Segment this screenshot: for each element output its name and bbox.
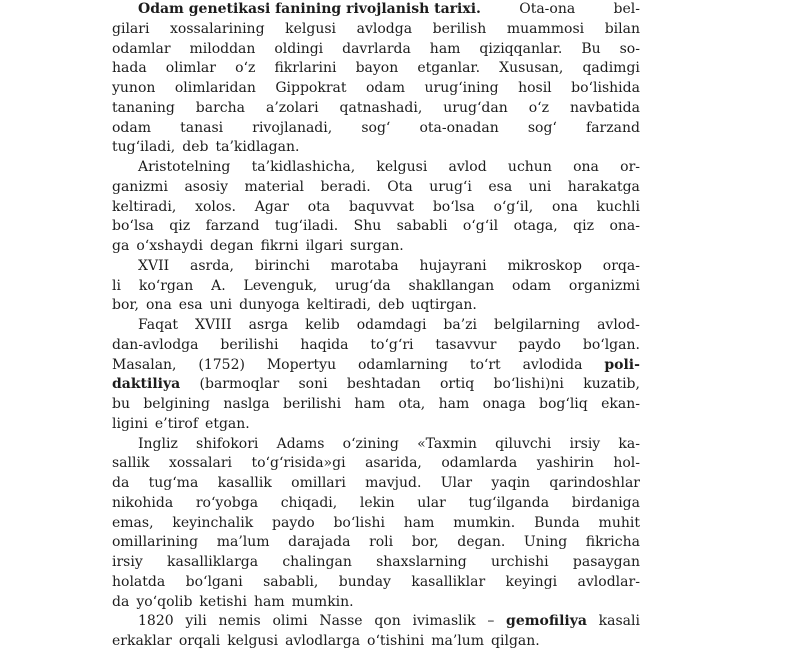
word: ota, — [398, 396, 426, 412]
word: bunday — [338, 573, 391, 590]
word: bor, — [411, 534, 439, 551]
word: onaga — [482, 396, 526, 412]
word: mikroskop — [507, 257, 582, 274]
word: hada — [112, 60, 147, 77]
word: esa — [178, 297, 203, 314]
word: ham — [253, 593, 285, 610]
word: sog‘ — [361, 119, 391, 136]
word: muammosi — [506, 20, 585, 37]
word: berilish — [432, 20, 487, 37]
word: degan. — [457, 534, 506, 551]
word: bilan — [604, 20, 640, 37]
word: omillari — [291, 475, 346, 491]
word: odam — [512, 277, 552, 294]
text-line — [112, 375, 640, 395]
word: qadimgi — [582, 60, 640, 77]
word: kasali — [598, 613, 640, 630]
word: tug‘ma — [148, 475, 199, 491]
word: yili — [185, 613, 207, 630]
word: etganlar. — [417, 60, 481, 77]
word: bo‘lishida — [571, 80, 640, 96]
word: belgining — [143, 396, 210, 412]
paragraph — [112, 257, 640, 316]
word: naslga — [223, 396, 270, 412]
word: asosiy — [184, 178, 228, 195]
word: to‘rt — [469, 356, 501, 373]
word: surgan. — [350, 238, 404, 254]
word: asrda, — [189, 257, 234, 274]
word: ham — [429, 40, 461, 57]
word: li — [112, 277, 121, 294]
word: Bu — [581, 40, 601, 57]
text-line — [112, 119, 640, 139]
word: Xususan, — [499, 60, 564, 77]
word: ta’kidlagan. — [215, 139, 300, 156]
word: o‘zining — [342, 435, 399, 452]
text-line — [112, 59, 640, 79]
word: to‘g‘risida»gi — [251, 455, 346, 472]
word: muhit — [598, 514, 640, 531]
word: yo‘qolib — [136, 593, 193, 610]
word: navbatida — [569, 99, 640, 116]
word: miloddan — [189, 40, 256, 57]
text-line — [112, 612, 640, 632]
word: Ota — [387, 178, 413, 195]
word: bo‘lishi — [333, 514, 385, 531]
word: urug‘dan — [443, 99, 508, 116]
word: qiz — [169, 218, 191, 235]
word: qiz — [573, 218, 594, 235]
word: uni — [209, 297, 233, 314]
word: odamlarning — [357, 356, 448, 373]
word: deb — [378, 297, 405, 314]
text-line — [112, 40, 640, 60]
text-line — [112, 20, 640, 40]
word: mumkin. — [291, 593, 354, 610]
word: qarindoshlar — [549, 475, 640, 491]
section-heading: Odam genetikasi fanining rivojlanish tarixi. — [138, 1, 481, 17]
word: o‘z — [528, 99, 549, 116]
text-line — [112, 454, 640, 474]
word: berilishi — [220, 336, 279, 353]
word: Aristotelning — [138, 159, 231, 175]
text-line — [112, 593, 640, 613]
word: irsiy — [112, 554, 143, 570]
word: kuchli — [596, 198, 640, 215]
word: XVII — [138, 257, 170, 274]
word: o‘tishini — [367, 633, 425, 649]
text-line — [112, 99, 640, 119]
word: ga — [112, 238, 130, 254]
word: 1820 — [138, 613, 174, 630]
word: uqtirgan. — [411, 297, 477, 314]
word: dunyoga — [239, 297, 300, 314]
word: bel- — [613, 1, 640, 17]
word: da — [112, 593, 130, 610]
word: qilgan. — [491, 633, 540, 649]
word: ham — [403, 514, 435, 531]
word: bo‘lgani — [185, 573, 243, 590]
word: keyingi — [505, 573, 558, 590]
word: bog‘liq — [539, 396, 588, 412]
word: urug‘da — [335, 277, 391, 294]
word: bu — [112, 396, 130, 412]
paragraph — [112, 316, 640, 435]
word: xossalarining — [170, 20, 265, 37]
word: ketishi — [199, 593, 247, 610]
word: hujayrani — [419, 257, 487, 274]
word: olimi — [272, 613, 308, 630]
word: kasalliklarga — [166, 554, 259, 570]
word: – — [487, 613, 495, 630]
word: oldingi — [274, 40, 324, 57]
word: Faqat — [138, 317, 179, 333]
word: gilari — [112, 20, 150, 37]
text-line — [112, 158, 640, 178]
text-line — [112, 178, 640, 198]
text-line — [112, 138, 640, 158]
text-line — [112, 514, 640, 534]
text-line — [112, 277, 640, 297]
text-line — [112, 533, 640, 553]
word: odamlar — [112, 40, 171, 57]
text-line — [112, 79, 640, 99]
word: xolos. — [195, 198, 236, 215]
word: roli — [369, 534, 394, 551]
word: pasaygan — [572, 554, 640, 570]
word: asrga — [248, 317, 289, 333]
word: ona — [146, 297, 172, 314]
text-line — [112, 0, 640, 20]
word: ta’kidlashicha, — [251, 159, 356, 175]
word: barcha — [195, 99, 245, 116]
word: e’tirof — [154, 415, 199, 432]
word: (1752) — [198, 356, 245, 373]
word: yunon — [112, 80, 156, 96]
text-line — [112, 257, 640, 277]
word: tug‘iladi, — [112, 139, 176, 156]
word: erkaklar — [112, 633, 172, 649]
word: ma’lum — [431, 633, 485, 649]
word: shaxslarning — [376, 554, 467, 570]
word: fikricha — [585, 534, 640, 551]
text-line — [112, 336, 640, 356]
word: bayon — [355, 60, 399, 77]
word: o‘xshaydi — [136, 238, 203, 254]
word: tug‘iladi. — [274, 218, 339, 235]
word: odam — [112, 119, 152, 136]
word: orqa- — [602, 257, 640, 274]
word: tug‘ilganda — [468, 494, 550, 511]
word: urug‘ining — [424, 80, 499, 96]
word: belgilarning — [493, 317, 581, 333]
word: hosil — [518, 80, 552, 96]
word: kelgusi — [376, 159, 428, 175]
word: poli- — [604, 356, 640, 373]
text-line — [112, 217, 640, 237]
word: olimlaridan — [174, 80, 256, 96]
text-line — [112, 632, 640, 652]
text-line — [112, 296, 640, 316]
word: etgan. — [205, 415, 250, 432]
text-line — [112, 198, 640, 218]
word: keltiradi, — [306, 297, 372, 314]
word: ka- — [618, 435, 640, 452]
word: tananing — [112, 99, 175, 116]
word: a’zolari — [265, 99, 319, 116]
word: kelgusi — [227, 633, 279, 649]
word: Bunda — [534, 514, 580, 531]
word: ortiq — [439, 376, 475, 393]
word: dan-avlodga — [112, 336, 199, 353]
word: olimlar — [165, 60, 216, 77]
word: sababli — [396, 218, 448, 235]
word: o‘g‘il — [462, 218, 499, 235]
text-line — [112, 494, 640, 514]
word: qatnashadi, — [339, 99, 423, 116]
text-line — [112, 356, 640, 376]
word: ilgari — [305, 238, 344, 254]
word: qiziqqanlar. — [479, 40, 563, 57]
word: irsiy — [569, 435, 601, 452]
word: ivimaslik — [412, 613, 476, 630]
text-line — [112, 237, 640, 257]
word: odamdagi — [356, 317, 427, 333]
word: degan — [209, 238, 254, 254]
paragraph — [112, 435, 640, 613]
word: birdaniga — [571, 494, 640, 511]
word: (barmoqlar — [199, 376, 280, 393]
word: avlod — [448, 159, 487, 175]
word: bo‘lsa — [112, 218, 154, 235]
word: shakllangan — [408, 277, 495, 294]
word: A. — [211, 277, 226, 294]
text-line — [112, 474, 640, 494]
word: to‘g‘ri — [370, 336, 414, 353]
word: rivojlanadi, — [252, 119, 333, 136]
word: bo‘lishi)ni — [493, 376, 564, 393]
word: ham — [438, 396, 470, 412]
word: qiluvchi — [495, 435, 552, 452]
word: nikohida — [112, 494, 174, 511]
word: Ota-ona — [519, 1, 576, 17]
text-line — [112, 316, 640, 336]
word: ro‘yobga — [195, 494, 259, 511]
word: esa — [488, 178, 513, 195]
word: lekin — [359, 494, 395, 511]
word: yaqin — [491, 475, 531, 491]
text-line — [112, 573, 640, 593]
word: asarida, — [365, 455, 422, 472]
word: ota-onadan — [419, 119, 499, 136]
paragraph — [112, 612, 640, 652]
word: ona — [552, 198, 578, 215]
word: deb — [182, 139, 209, 156]
word: «Taxmin — [417, 435, 477, 452]
word: or- — [620, 159, 640, 175]
paragraph — [112, 158, 640, 257]
word: haqida — [300, 336, 349, 353]
word: kelib — [305, 317, 340, 333]
word: hol- — [613, 455, 640, 472]
word: bor, — [112, 297, 139, 314]
word: ona — [573, 159, 599, 175]
word: ganizmi — [112, 178, 168, 195]
word: sallik — [112, 455, 150, 472]
word: darajada — [288, 534, 351, 551]
word: avlodga — [356, 20, 413, 37]
word: orqali — [178, 633, 221, 649]
word: Ingliz — [138, 435, 178, 452]
word: omillarining — [112, 534, 199, 551]
word: organizmi — [568, 277, 640, 294]
word: sog‘ — [527, 119, 557, 136]
word: Gippokrat — [275, 80, 347, 96]
word: beshtadan — [346, 376, 421, 393]
word: o‘z — [235, 60, 256, 77]
word: mumkin. — [453, 514, 516, 531]
word: bo‘lsa — [432, 198, 475, 215]
word: o‘g‘il, — [493, 198, 534, 215]
word: urug‘i — [429, 178, 472, 195]
word: ma’lum — [216, 534, 270, 551]
word: urchishi — [490, 554, 549, 570]
word: avlodlarga — [285, 633, 361, 649]
word: shifokori — [196, 435, 259, 452]
word: xossalari — [168, 455, 232, 472]
word: ekan- — [601, 396, 640, 412]
word: da — [112, 475, 130, 491]
word: fikrlarini — [274, 60, 337, 77]
word: Agar — [254, 198, 289, 215]
word: ona- — [609, 218, 640, 235]
word: holatda — [112, 573, 166, 590]
word: Masalan, — [112, 356, 177, 373]
word: birinchi — [254, 257, 310, 274]
word: Nasse — [319, 613, 363, 630]
word: ham — [354, 396, 386, 412]
word: uni — [528, 178, 552, 195]
word: ular — [417, 494, 446, 511]
word: Adams — [276, 435, 325, 452]
text-line — [112, 435, 640, 455]
word: berilishi — [283, 396, 342, 412]
word: paydo — [518, 336, 561, 353]
word: avlodlar- — [577, 573, 640, 590]
word: chiqadi, — [280, 494, 338, 511]
word: Mopertyu — [266, 356, 337, 373]
word: harakatga — [567, 178, 640, 195]
word: Uning — [523, 534, 568, 551]
word: avlodida — [522, 356, 583, 373]
word: bo‘lgan. — [582, 336, 640, 353]
word: emas, — [112, 514, 154, 531]
word: chalingan — [282, 554, 352, 570]
word: qon — [374, 613, 401, 630]
word: XVIII — [194, 317, 232, 333]
text-line — [112, 395, 640, 415]
word: farzand — [586, 119, 640, 136]
word: keltiradi, — [112, 198, 177, 215]
word: ligini — [112, 415, 148, 432]
word: kasalliklar — [411, 573, 486, 590]
word: ota — [307, 198, 331, 215]
word: ko‘rgan — [138, 277, 194, 294]
word: sababli, — [263, 573, 319, 590]
word: baquvvat — [348, 198, 415, 215]
text-line — [112, 553, 640, 573]
word: Ular — [440, 475, 473, 491]
word: uchun — [507, 159, 552, 175]
word: tanasi — [180, 119, 224, 136]
word: odam — [366, 80, 406, 96]
word: daktiliya — [112, 376, 181, 393]
paragraph — [112, 0, 640, 158]
word: paydo — [272, 514, 315, 531]
word: beradi. — [320, 178, 371, 195]
word: kelgusi — [285, 20, 337, 37]
word: soni — [298, 376, 328, 393]
word: material — [244, 178, 305, 195]
text-line — [112, 415, 640, 435]
word: nemis — [218, 613, 261, 630]
word: kuzatib, — [583, 376, 640, 393]
word: Shu — [353, 218, 382, 235]
word: farzand — [205, 218, 260, 235]
text-block — [112, 0, 640, 652]
word: marotaba — [330, 257, 399, 274]
word: davrlarda — [342, 40, 411, 57]
word: so- — [619, 40, 640, 57]
word: keyinchalik — [172, 514, 254, 531]
word: tasavvur — [435, 336, 497, 353]
word: odamlarda — [441, 455, 518, 472]
word: ba’zi — [443, 317, 478, 333]
word: yashirin — [536, 455, 594, 472]
word: avlod- — [597, 317, 640, 333]
word: gemofiliya — [506, 613, 587, 630]
word: mavjud. — [365, 475, 422, 491]
word: kasallik — [217, 475, 272, 491]
word: fikrni — [260, 238, 299, 254]
word: otaga, — [513, 218, 558, 235]
word: Levenguk, — [243, 277, 318, 294]
